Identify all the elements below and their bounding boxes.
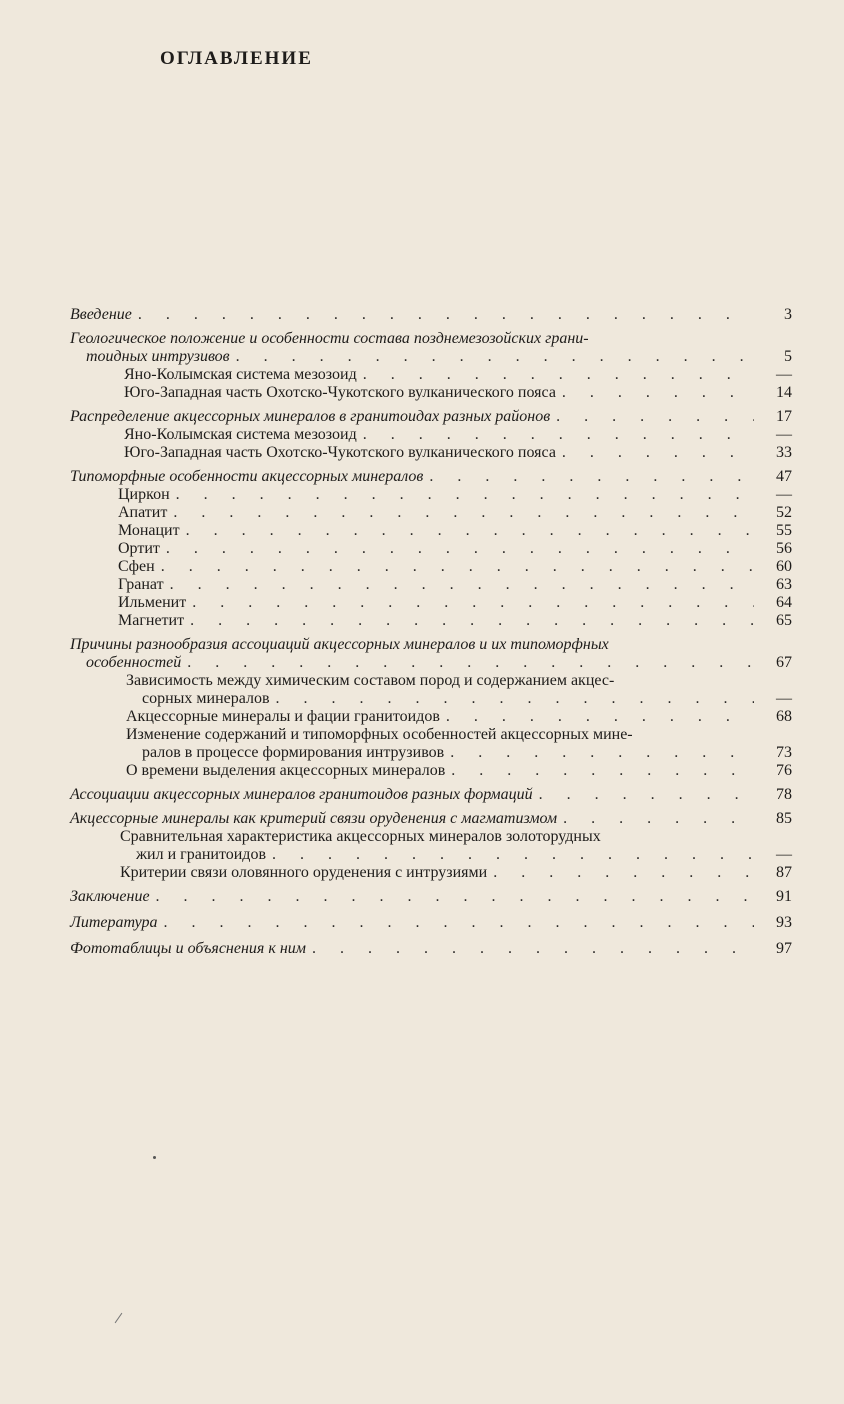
toc-entry-page: 93 bbox=[776, 914, 792, 931]
toc-subentry-title: Изменение содержаний и типоморфных особенностей акцессорных мине- bbox=[126, 726, 633, 743]
dot-leader bbox=[156, 888, 754, 906]
toc-entry-title: Причины разнообразия ассоциаций акцессорных минералов и их типоморфных bbox=[70, 636, 609, 653]
toc-subentry-title: Монацит bbox=[118, 522, 180, 539]
toc-entry bbox=[70, 810, 792, 828]
dot-leader bbox=[236, 348, 754, 366]
toc-entry-title: Фототаблицы и объяснения к ним bbox=[70, 940, 306, 957]
toc-subentry-page: 63 bbox=[776, 576, 792, 593]
toc-subentry-title: Юго-Западная часть Охотско-Чукотского вулканического пояса bbox=[124, 384, 556, 401]
toc-section-literature bbox=[70, 914, 792, 932]
toc-entry bbox=[70, 306, 792, 324]
toc-entry-title: Геологическое положение и особенности состава позднемезозойских грани- bbox=[70, 330, 589, 347]
toc-entry-page: 97 bbox=[776, 940, 792, 957]
toc-entry-title: Ассоциации акцессорных минералов гранитоидов разных формаций bbox=[70, 786, 533, 803]
toc-section-intro bbox=[70, 306, 792, 324]
toc-entry-page: 91 bbox=[776, 888, 792, 905]
toc-subentry bbox=[70, 444, 792, 462]
toc-entry bbox=[70, 888, 792, 906]
toc-subentry bbox=[70, 558, 792, 576]
toc-subentry-page: — bbox=[776, 486, 792, 503]
toc-entry-title: Литература bbox=[70, 914, 158, 931]
toc-subentry-page: — bbox=[776, 846, 792, 863]
toc-entry-page: 17 bbox=[776, 408, 792, 425]
toc-subentry-title: Яно-Колымская система мезозоид bbox=[124, 366, 357, 383]
dot-leader bbox=[190, 612, 754, 630]
toc-subentry bbox=[70, 366, 792, 384]
toc-entry bbox=[70, 408, 792, 426]
toc-subentry-title-cont: сорных минералов bbox=[142, 690, 270, 707]
toc-section-distribution bbox=[70, 408, 792, 462]
toc-subentry-page: — bbox=[776, 366, 792, 383]
toc-entry bbox=[70, 940, 792, 958]
toc-subentry-title: Критерии связи оловянного оруденения с интрузиями bbox=[120, 864, 488, 881]
toc-subentry-title-cont: жил и гранитоидов bbox=[136, 846, 266, 863]
toc-subentry bbox=[70, 690, 792, 708]
toc-subentry bbox=[70, 846, 792, 864]
dot-leader bbox=[363, 426, 754, 444]
dot-leader bbox=[450, 744, 754, 762]
dot-leader bbox=[161, 558, 754, 576]
toc-entry-title: Распределение акцессорных минералов в гранитоидах разных районов bbox=[70, 408, 551, 425]
toc-section-typomorphic bbox=[70, 468, 792, 630]
page-title: ОГЛАВЛЕНИЕ bbox=[160, 48, 313, 69]
toc-entry-title-cont: особенностей bbox=[86, 654, 182, 671]
toc-subentry-title: Зависимость между химическим составом пород и содержанием акцес- bbox=[126, 672, 615, 689]
toc-entry-page: 5 bbox=[784, 348, 792, 365]
dot-leader bbox=[176, 486, 754, 504]
dot-leader bbox=[164, 914, 754, 932]
toc-subentry bbox=[70, 384, 792, 402]
dot-leader bbox=[451, 762, 754, 780]
toc-subentry-page: 52 bbox=[776, 504, 792, 521]
dot-leader bbox=[563, 810, 754, 828]
toc-entry-page: 67 bbox=[776, 654, 792, 671]
toc-entry-title: Введение bbox=[70, 306, 132, 323]
toc-entry-page: 85 bbox=[776, 810, 792, 827]
toc-section-conclusion bbox=[70, 888, 792, 906]
toc-subentry-page: 56 bbox=[776, 540, 792, 557]
toc-subentry-title: Акцессорные минералы и фации гранитоидов bbox=[126, 708, 440, 725]
toc-section-causes bbox=[70, 636, 792, 780]
toc-entry bbox=[70, 786, 792, 804]
toc-subentry bbox=[70, 708, 792, 726]
toc-subentry bbox=[70, 612, 792, 630]
toc-subentry bbox=[70, 744, 792, 762]
dot-leader bbox=[138, 306, 754, 324]
dot-leader bbox=[192, 594, 754, 612]
toc-subentry bbox=[70, 864, 792, 882]
toc-entry bbox=[70, 348, 792, 366]
dot-leader bbox=[166, 540, 754, 558]
toc-subentry-title: Магнетит bbox=[118, 612, 185, 629]
dot-leader bbox=[186, 522, 754, 540]
toc-section-geology bbox=[70, 330, 792, 402]
toc-subentry-page: 65 bbox=[776, 612, 792, 629]
toc-entry-page: 78 bbox=[776, 786, 792, 803]
toc-subentry-page: 64 bbox=[776, 594, 792, 611]
dot-leader bbox=[170, 576, 754, 594]
toc-subentry-title: Ильменит bbox=[118, 594, 187, 611]
toc-subentry-title: Гранат bbox=[118, 576, 164, 593]
toc-subentry-page: — bbox=[776, 690, 792, 707]
dot-leader bbox=[173, 504, 754, 522]
toc-subentry-title: Яно-Колымская система мезозоид bbox=[124, 426, 357, 443]
toc-entry bbox=[70, 914, 792, 932]
toc-subentry-title: О времени выделения акцессорных минералов bbox=[126, 762, 446, 779]
toc-subentry-title: Циркон bbox=[118, 486, 170, 503]
toc-subentry-page: 73 bbox=[776, 744, 792, 761]
dot-leader bbox=[429, 468, 754, 486]
dot-leader bbox=[272, 846, 754, 864]
toc-subentry-page: 68 bbox=[776, 708, 792, 725]
toc-subentry bbox=[70, 762, 792, 780]
toc-section-associations bbox=[70, 786, 792, 804]
toc-subentry-page: 76 bbox=[776, 762, 792, 779]
toc-subentry bbox=[70, 522, 792, 540]
toc-subentry bbox=[70, 426, 792, 444]
paper-speck bbox=[153, 1156, 156, 1159]
toc-entry-page: 47 bbox=[776, 468, 792, 485]
table-of-contents bbox=[70, 306, 792, 964]
toc-subentry bbox=[70, 486, 792, 504]
toc-subentry-title-cont: ралов в процессе формирования интрузивов bbox=[142, 744, 445, 761]
toc-subentry bbox=[70, 540, 792, 558]
dot-leader bbox=[562, 384, 754, 402]
toc-section-phototables bbox=[70, 940, 792, 958]
dot-leader bbox=[363, 366, 754, 384]
toc-subentry-page: 60 bbox=[776, 558, 792, 575]
toc-subentry-title: Сфен bbox=[118, 558, 155, 575]
toc-section-criteria bbox=[70, 810, 792, 882]
toc-subentry-page: — bbox=[776, 426, 792, 443]
toc-entry bbox=[70, 654, 792, 672]
toc-subentry bbox=[70, 594, 792, 612]
paper-scratch bbox=[115, 1313, 123, 1323]
toc-entry-title-cont: тоидных интрузивов bbox=[86, 348, 230, 365]
toc-subentry bbox=[70, 576, 792, 594]
toc-entry-title: Акцессорные минералы как критерий связи оруденения с магматизмом bbox=[70, 810, 558, 827]
dot-leader bbox=[276, 690, 754, 708]
toc-subentry-page: 87 bbox=[776, 864, 792, 881]
toc-entry bbox=[70, 468, 792, 486]
dot-leader bbox=[562, 444, 754, 462]
toc-subentry-page: 55 bbox=[776, 522, 792, 539]
toc-subentry-title: Ортит bbox=[118, 540, 160, 557]
dot-leader bbox=[446, 708, 754, 726]
dot-leader bbox=[187, 654, 754, 672]
toc-entry-title: Заключение bbox=[70, 888, 150, 905]
toc-entry-page: 3 bbox=[784, 306, 792, 323]
dot-leader bbox=[556, 408, 754, 426]
toc-subentry-page: 33 bbox=[776, 444, 792, 461]
toc-subentry-title: Апатит bbox=[118, 504, 168, 521]
dot-leader bbox=[539, 786, 754, 804]
toc-subentry-title: Юго-Западная часть Охотско-Чукотского вулканического пояса bbox=[124, 444, 556, 461]
toc-subentry bbox=[70, 504, 792, 522]
toc-subentry-page: 14 bbox=[776, 384, 792, 401]
dot-leader bbox=[312, 940, 754, 958]
dot-leader bbox=[493, 864, 754, 882]
toc-entry-title: Типоморфные особенности акцессорных минералов bbox=[70, 468, 424, 485]
toc-subentry-title: Сравнительная характеристика акцессорных минералов золоторудных bbox=[120, 828, 601, 845]
